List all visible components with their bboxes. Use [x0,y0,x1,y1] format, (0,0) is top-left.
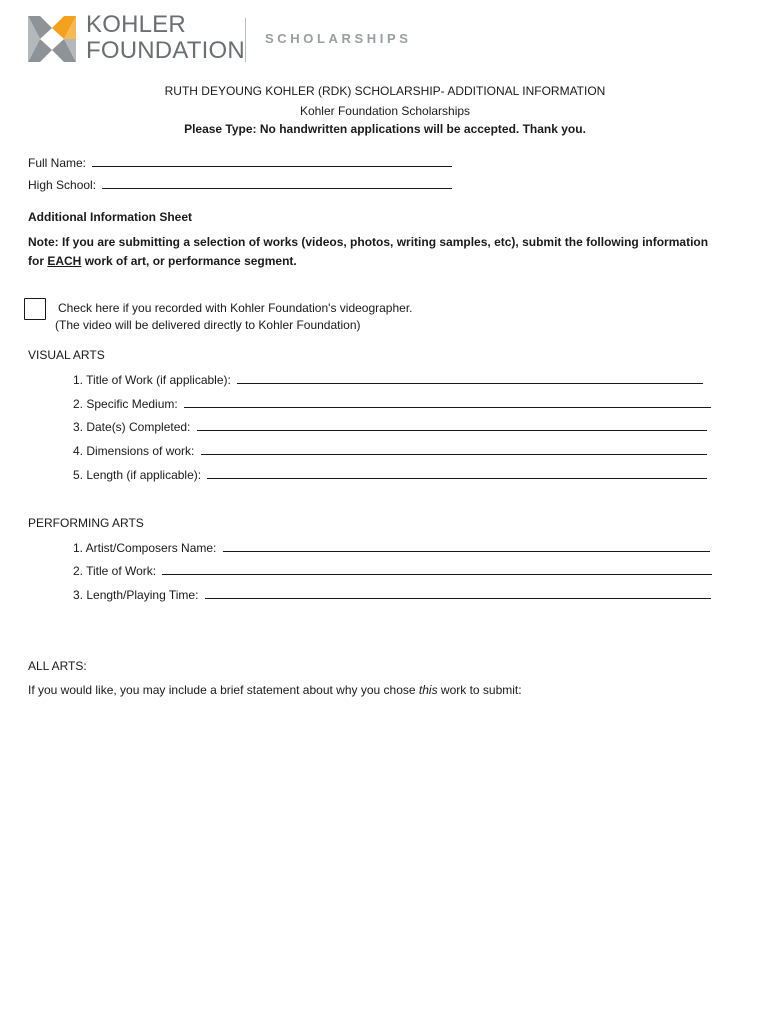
all-arts-heading: ALL ARTS: [28,659,87,673]
full-name-label: Full Name: [28,156,87,170]
note-suffix: work of art, or performance segment. [81,254,297,268]
dates-completed-field[interactable] [197,419,707,431]
logo-subtitle: SCHOLARSHIPS [265,31,412,46]
checkbox-label-line-2: (The video will be delivered directly to Kohler Foundation) [55,318,361,332]
visual-arts-item-label: 2. Specific Medium: [73,397,178,411]
visual-arts-item-label: 1. Title of Work (if applicable): [73,373,231,387]
statement-suffix: work to submit: [437,683,522,697]
full-name-row [28,155,452,170]
specific-medium-field[interactable] [184,396,711,408]
high-school-label: High School: [28,178,97,192]
note-line-1: Note: If you are submitting a selection of works (videos, photos, writing samples, etc), submit the following information [28,235,709,249]
videographer-checkbox[interactable] [24,298,46,320]
kohler-foundation-logo-icon [28,16,76,62]
statement-prefix: If you would like, you may include a brief statement about why you chose [28,683,419,697]
visual-arts-item [73,467,707,482]
performing-arts-item-label: 3. Length/Playing Time: [73,588,199,602]
visual-arts-item [73,396,711,411]
playing-time-field[interactable] [205,587,711,599]
performing-arts-item [73,563,712,578]
performing-arts-item-label: 2. Title of Work: [73,564,157,578]
title-of-work-field[interactable] [237,372,703,384]
visual-arts-item-label: 3. Date(s) Completed: [73,420,191,434]
visual-arts-item [73,419,707,434]
checkbox-label-line-1: Check here if you recorded with Kohler Foundation's videographer. [58,301,413,315]
statement-prompt [28,683,522,697]
artist-composer-field[interactable] [223,540,710,552]
length-field[interactable] [207,467,707,479]
note-line-2 [28,254,297,268]
form-title: RUTH DEYOUNG KOHLER (RDK) SCHOLARSHIP- ADDITIONAL INFORMATION [164,84,606,98]
note-prefix: for [28,254,48,268]
logo-wordmark [86,12,245,64]
statement-emphasis: this [418,683,438,697]
typing-instruction: Please Type: No handwritten applications will be accepted. Thank you. [184,122,586,136]
visual-arts-item [73,372,703,387]
visual-arts-heading: VISUAL ARTS [28,348,105,362]
performance-title-field[interactable] [162,563,712,575]
performing-arts-item [73,587,711,602]
dimensions-field[interactable] [201,443,707,455]
high-school-row [28,177,452,192]
videographer-checkbox-label [55,300,413,334]
logo-line-1: KOHLER [86,11,186,38]
section-heading: Additional Information Sheet [28,210,192,224]
visual-arts-item-label: 4. Dimensions of work: [73,444,195,458]
form-subtitle: Kohler Foundation Scholarships [299,104,471,118]
logo-divider [245,18,246,62]
high-school-field[interactable] [102,177,452,189]
performing-arts-item-label: 1. Artist/Composers Name: [73,541,217,555]
statement-area[interactable] [28,705,742,995]
full-name-field[interactable] [92,155,452,167]
visual-arts-item-label: 5. Length (if applicable): [73,468,202,482]
logo-line-2: FOUNDATION [86,37,245,64]
performing-arts-heading: PERFORMING ARTS [28,516,144,530]
note-emphasis: EACH [47,254,82,268]
performing-arts-item [73,540,710,555]
visual-arts-item [73,443,707,458]
